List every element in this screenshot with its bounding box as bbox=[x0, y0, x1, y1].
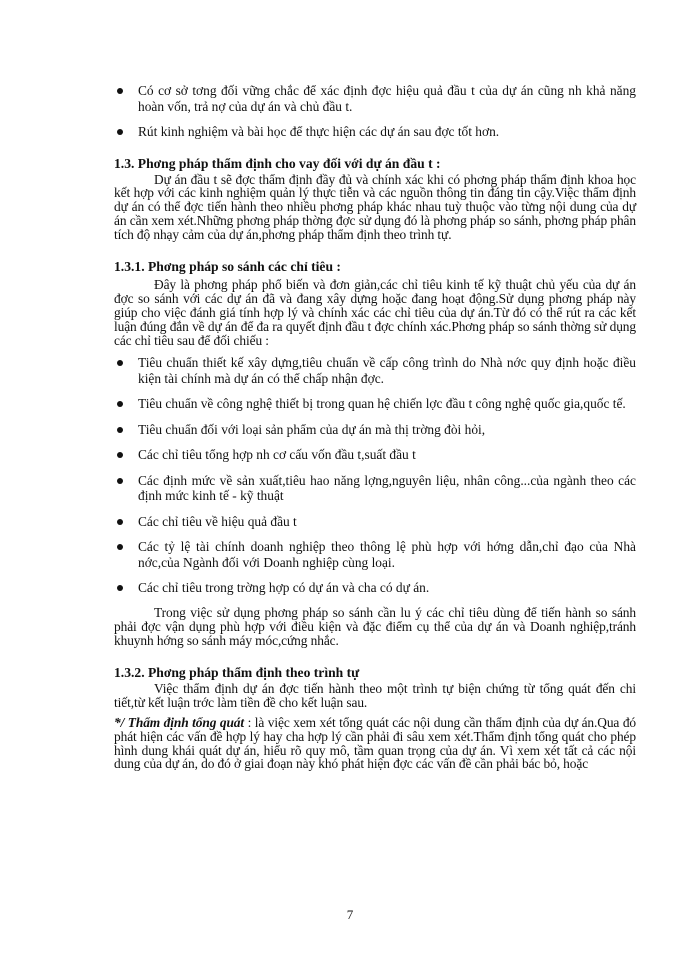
section-heading: 1.3. Phơng pháp thẩm định cho vay đối với dự án đầu t : bbox=[114, 155, 441, 171]
list-item: Các chỉ tiêu tổng hợp nh cơ cấu vốn đầu t,suất đầu t bbox=[114, 447, 636, 463]
list-item: Các chỉ tiêu trong trờng hợp có dự án và cha có dự án. bbox=[114, 580, 636, 596]
page-number: 7 bbox=[346, 907, 354, 922]
bullet-dot-icon bbox=[117, 544, 123, 550]
bullet-dot-icon bbox=[117, 519, 123, 525]
paragraph bbox=[114, 716, 636, 771]
paragraph: Việc thẩm định dự án đợc tiến hành theo một trình tự biện chứng từ tổng quát đến chi tiết,từ kết luận trớc làm tiền đề cho kết luận sau. bbox=[114, 681, 636, 711]
bullet-dot-icon bbox=[117, 478, 123, 484]
list-item: Các tỷ lệ tài chính doanh nghiệp theo thông lệ phù hợp với hớng dẫn,chỉ đạo của Nhà nớc,của Ngành đối với Doanh nghiệp cùng loại. bbox=[114, 539, 636, 570]
term-text: : là việc xem xét tổng quát các nội dung cần thẩm định của dự án.Qua đó phát hiện các vấn đề hợp lý hay cha hợp lý cần phải đi sâu xem xét.Thẩm định tổng quát cho phép hình dung khái quát dự án, hiểu rõ quy mô, tầm quan trọng của dự án. Vì xem xét tất cả các nội dung của dự án, do đó ở giai đoạn này khó phát hiện đợc các vấn đề cần phải bác bỏ, hoặc bbox=[114, 714, 637, 772]
list-item: Tiêu chuẩn đối với loại sản phẩm của dự án mà thị trờng đòi hỏi, bbox=[114, 422, 636, 438]
bullet-dot-icon bbox=[117, 585, 123, 591]
list-item: Có cơ sở tơng đối vững chắc để xác định đợc hiệu quả đầu t của dự án cũng nh khả năng hoàn vốn, trả nợ của dự án và chủ đầu t. bbox=[114, 83, 636, 114]
list-item: Tiêu chuẩn về công nghệ thiết bị trong quan hệ chiến lợc đầu t công nghệ quốc gia,quốc tế. bbox=[114, 396, 636, 412]
term-prefix: */ bbox=[114, 714, 128, 730]
bullet-dot-icon bbox=[117, 360, 123, 366]
term-label: Thẩm định tổng quát bbox=[127, 714, 245, 730]
paragraph: Dự án đầu t sẽ đợc thẩm định đầy đủ và chính xác khi có phơng pháp thẩm định khoa học kết hợp với các kinh nghiệm quản lý thực tiễn và các nguồn thông tin đáng tin cậy.Việc thẩm định dự án có thể đợc tiến hành theo nhiều phơng pháp khác nhau tuỳ thuộc vào từng nội dung của dự án cần xem xét.Những phơng pháp thờng đợc sử dụng đó là phơng pháp so sánh, phơng pháp phân tích độ nhạy cảm của dự án,phơng pháp thẩm định theo trình tự. bbox=[114, 171, 636, 242]
section-heading: 1.3.1. Phơng pháp so sánh các chỉ tiêu : bbox=[114, 259, 341, 275]
paragraph: Đây là phơng pháp phổ biến và đơn giản,các chỉ tiêu kinh tế kỹ thuật chủ yếu của dự án đợc so sánh với các dự án đã và đang xây dựng hoặc đang hoạt động.Sử dụng phơng pháp này giúp cho việc đánh giá tính hợp lý và chính xác các chỉ tiêu của dự án.Từ đó có thể rút ra các kết luận đúng đắn về dự án để đa ra quyết định đầu t đợc chính xác.Phơng pháp so sánh thờng sử dụng các chỉ tiêu sau để đối chiếu : bbox=[114, 277, 636, 348]
list-item: Các định mức về sản xuất,tiêu hao năng lợng,nguyên liệu, nhân công...của ngành theo các định mức kinh tế - kỹ thuật bbox=[114, 473, 636, 504]
document-page bbox=[114, 83, 636, 771]
bullet-dot-icon bbox=[117, 427, 123, 433]
bullet-dot-icon bbox=[117, 401, 123, 407]
bullet-dot-icon bbox=[117, 88, 123, 94]
section-heading: 1.3.2. Phơng pháp thẩm định theo trình tự bbox=[114, 665, 360, 681]
paragraph: Trong việc sử dụng phơng pháp so sánh cần lu ý các chỉ tiêu dùng để tiến hành so sánh phải đợc vận dụng phù hợp với điều kiện và đặc điểm cụ thể của dự án và Doanh nghiệp,tránh khuynh hớng so sánh máy móc,cứng nhắc. bbox=[114, 604, 636, 648]
list-item: Tiêu chuẩn thiết kế xây dựng,tiêu chuẩn về cấp công trình do Nhà nớc quy định hoặc điều kiện tài chính mà dự án có thể chấp nhận đợc. bbox=[114, 355, 636, 386]
list-item: Rút kinh nghiệm và bài học để thực hiện các dự án sau đợc tốt hơn. bbox=[114, 124, 636, 140]
list-item: Các chỉ tiêu về hiệu quả đầu t bbox=[114, 514, 636, 530]
bullet-dot-icon bbox=[117, 129, 123, 135]
bullet-dot-icon bbox=[117, 452, 123, 458]
